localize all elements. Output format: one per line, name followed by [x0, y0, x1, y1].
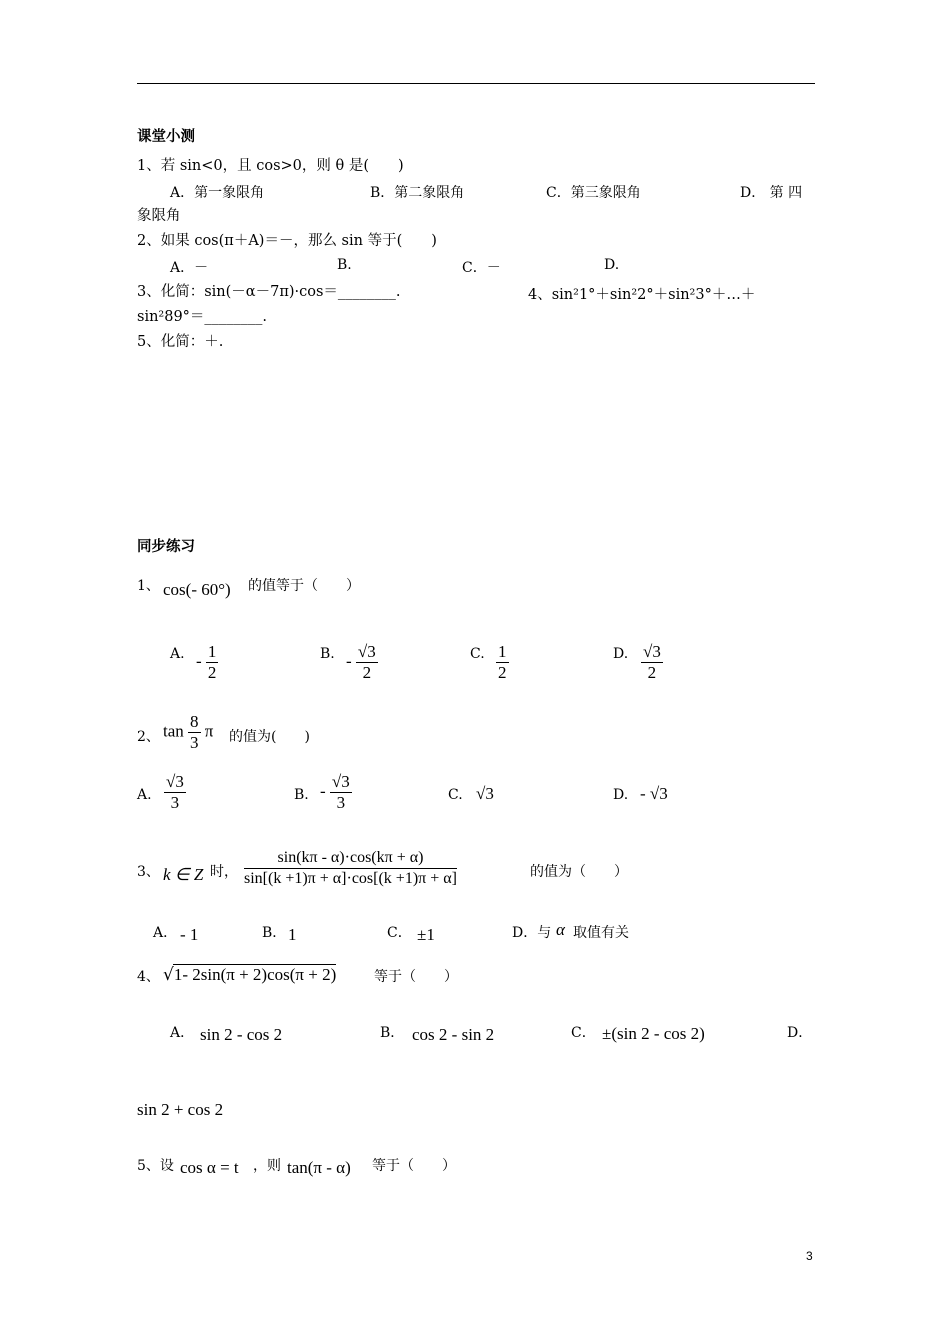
- p4-option-b-letter: B．: [380, 1025, 405, 1041]
- q1-option-d: D． 第 四: [740, 185, 803, 201]
- p3-option-a-value: - 1: [180, 925, 199, 944]
- q1-option-c: C．第三象限角: [546, 185, 641, 201]
- practice-5-mid: ，则: [253, 1158, 281, 1174]
- p2-option-a-letter: A.: [137, 787, 152, 803]
- p4-option-a-letter: A．: [170, 1025, 195, 1041]
- p3-option-d-alpha: α: [556, 920, 565, 939]
- p2-option-a-value: $\frac{√3}{3}$: [166, 772, 184, 812]
- p1-option-d-value: $\frac{√3}{2}$: [643, 642, 661, 682]
- practice-3-number: 3、: [137, 864, 160, 880]
- practice-2-suffix: 的值为( ): [229, 729, 310, 745]
- p4-option-d-value: sin 2 + cos 2: [137, 1100, 224, 1119]
- p4-option-c-value: ±(sin 2 - cos 2): [602, 1024, 705, 1043]
- practice-4-number: 4、: [137, 969, 160, 985]
- quiz-question-4: 4、sin²1°＋sin²2°＋sin²3°＋…＋: [528, 287, 756, 303]
- p1-option-b-value: - $\frac{√3}{2}$: [346, 642, 376, 682]
- p2-option-d-letter: D.: [613, 787, 629, 803]
- q2-option-b: B.: [337, 257, 352, 273]
- practice-3-condition: k ∈ Z: [163, 865, 204, 884]
- p3-option-b-value: 1: [288, 925, 297, 944]
- p3-option-b-letter: B．: [262, 925, 287, 941]
- p3-denominator: sin[(k +1)π + α]·cos[(k +1)π + α]: [244, 870, 457, 887]
- p1-option-c-value: $\frac{1}{2}$: [498, 642, 507, 682]
- p3-option-c-value: ±1: [417, 925, 435, 944]
- practice-5-expression-2: tan(π - α): [287, 1158, 351, 1177]
- practice-5-prefix: 5、设: [137, 1158, 174, 1174]
- quiz-question-3: 3、化简：sin(－α－7π)·cos＝________.: [137, 284, 401, 300]
- p1-option-a-value: - $\frac{1}{2}$: [196, 642, 217, 682]
- quiz-question-4-cont: sin²89°＝________.: [137, 309, 268, 325]
- p2-option-b-value: - $\frac{√3}{3}$: [320, 772, 350, 812]
- practice-3-suffix: 的值为（ ）: [530, 864, 628, 880]
- p1-option-c-letter: C.: [470, 646, 485, 662]
- q1-option-a: A．第一象限角: [170, 185, 265, 201]
- p3-option-d-suffix: 取值有关: [573, 925, 629, 941]
- p2-option-c-value: √3: [476, 784, 494, 803]
- p2-option-c-letter: C.: [448, 787, 463, 803]
- p3-option-d-letter: D．与: [512, 925, 552, 941]
- quiz-question-2: 2、如果 cos(π＋A)＝－，那么 sin 等于( ): [137, 233, 437, 249]
- q2-option-c: C．－: [462, 260, 501, 276]
- practice-4-suffix: 等于（ ）: [374, 969, 458, 985]
- practice-1-number: 1、: [137, 578, 160, 594]
- p1-option-d-letter: D.: [613, 646, 629, 662]
- page-number: 3: [806, 1249, 813, 1263]
- q2-option-d: D.: [604, 257, 620, 273]
- section-title-practice: 同步练习: [137, 539, 195, 555]
- practice-2-number: 2、: [137, 729, 160, 745]
- header-rule: [137, 83, 815, 84]
- p3-numerator: sin(kπ - α)·cos(kπ + α): [244, 848, 457, 869]
- p4-option-b-value: cos 2 - sin 2: [412, 1025, 495, 1044]
- practice-3-mid: 时，: [210, 864, 238, 880]
- practice-3-fraction: [244, 848, 457, 889]
- practice-5-expression-1: cos α = t: [180, 1158, 239, 1177]
- p3-option-a-letter: A．: [153, 925, 178, 941]
- p2-option-d-value: - √3: [640, 784, 668, 803]
- quiz-question-1: 1、若 sin<0，且 cos>0，则 θ 是( ): [137, 158, 404, 174]
- practice-4-expression: √1- 2sin(π + 2)cos(π + 2): [163, 965, 337, 985]
- quiz-question-5: 5、化简：＋.: [137, 334, 224, 350]
- p1-option-b-letter: B.: [320, 646, 335, 662]
- q2-option-a: A．－: [170, 260, 209, 276]
- p1-option-a-letter: A.: [170, 646, 185, 662]
- practice-5-suffix: 等于（ ）: [372, 1158, 456, 1174]
- p4-option-d-letter: D．: [787, 1025, 813, 1041]
- section-title-quiz: 课堂小测: [137, 129, 195, 145]
- q1-option-d-cont: 象限角: [137, 208, 181, 224]
- practice-1-expression: cos(- 60°): [163, 580, 231, 599]
- p2-option-b-letter: B.: [294, 787, 309, 803]
- p3-option-c-letter: C．: [387, 925, 412, 941]
- p4-option-a-value: sin 2 - cos 2: [200, 1025, 283, 1044]
- p4-option-c-letter: C．: [571, 1025, 596, 1041]
- q1-option-b: B．第二象限角: [370, 185, 465, 201]
- practice-2-expression: tan $\frac{8}{3}$ π: [163, 712, 214, 752]
- practice-1-suffix: 的值等于（ ）: [248, 578, 360, 594]
